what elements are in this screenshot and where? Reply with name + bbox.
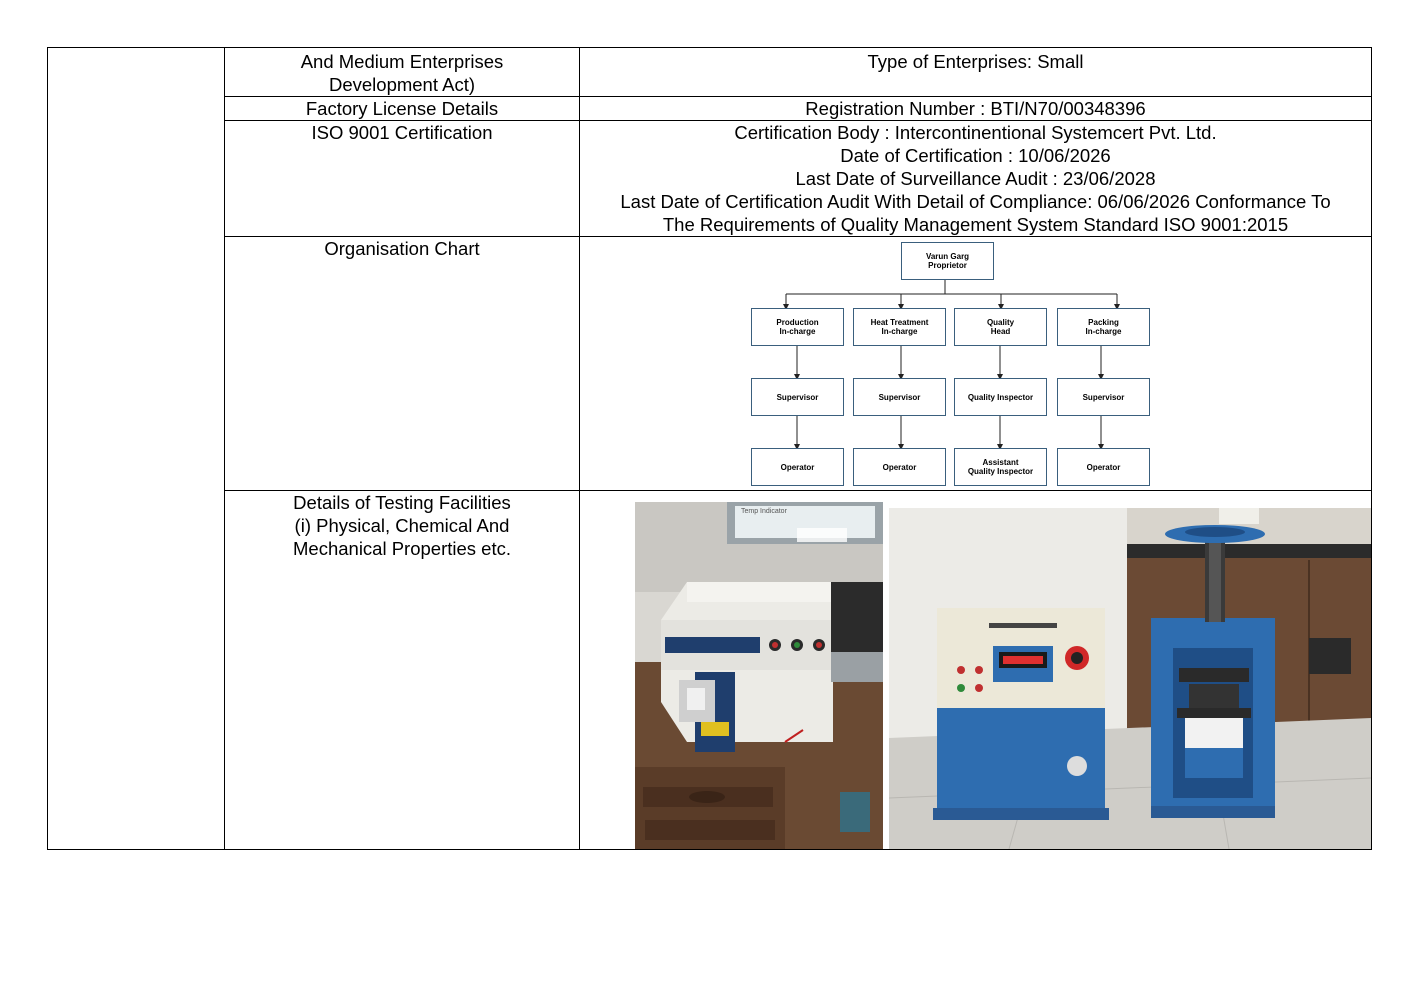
org-box-text: Varun Garg <box>925 252 970 261</box>
org-box-text: Heat Treatment <box>870 318 929 327</box>
compression-testing-machine-photo <box>889 508 1371 849</box>
iso-line-5: The Requirements of Quality Management System Standard ISO 9001:2015 <box>662 214 1289 235</box>
iso-line-3: Last Date of Surveillance Audit : 23/06/2028 <box>795 168 1156 189</box>
row-iso <box>48 121 1372 237</box>
msme-label-line2: Development Act) <box>328 74 475 95</box>
org-box-assistant-quality-inspector <box>954 448 1047 486</box>
factory-value-cell <box>580 97 1372 121</box>
document-table <box>47 47 1372 850</box>
factory-value: Registration Number : BTI/N70/00348396 <box>805 98 1146 119</box>
row-org-chart <box>48 237 1372 491</box>
org-box-text: Operator <box>1086 462 1121 472</box>
iso-line-1: Certification Body : Intercontinentional Systemcert Pvt. Ltd. <box>734 122 1217 143</box>
msme-label-line1: And Medium Enterprises <box>300 51 504 72</box>
org-box-operator-2 <box>853 448 946 486</box>
blank-column-cell <box>48 48 225 850</box>
org-box-text: Proprietor <box>928 261 967 270</box>
testing-label-line3: Mechanical Properties etc. <box>293 538 511 559</box>
org-box-text: Packing <box>1088 318 1119 327</box>
iso-line-4: Last Date of Certification Audit With Detail of Compliance: 06/06/2026 Conformance To <box>620 191 1331 212</box>
testing-photos-cell <box>580 491 1372 850</box>
msme-value-cell <box>580 48 1372 97</box>
temp-indicator-label: Temp Indicator <box>741 508 787 515</box>
row-testing-facilities <box>48 491 1372 850</box>
testing-label-cell <box>225 491 580 850</box>
testing-photos <box>580 491 1372 849</box>
org-label-cell <box>225 237 580 491</box>
iso-value-cell <box>580 121 1372 237</box>
org-box-production-incharge <box>751 308 844 346</box>
testing-label-line2: (i) Physical, Chemical And <box>294 515 510 536</box>
org-box-text: Supervisor <box>878 392 921 402</box>
factory-label-cell <box>225 97 580 121</box>
org-box-operator-4 <box>1057 448 1150 486</box>
org-box-packing-incharge <box>1057 308 1150 346</box>
org-box-text: Head <box>990 327 1011 336</box>
org-box-text: Quality Inspector <box>967 467 1034 476</box>
org-box-supervisor-1 <box>751 378 844 416</box>
org-label: Organisation Chart <box>324 238 480 259</box>
spectrometer-photo <box>635 502 883 849</box>
org-box-proprietor <box>901 242 994 280</box>
iso-line-2: Date of Certification : 10/06/2026 <box>840 145 1111 166</box>
org-box-text: Operator <box>780 462 815 472</box>
row-msme <box>48 48 1372 97</box>
org-box-supervisor-2 <box>853 378 946 416</box>
org-box-text: In-charge <box>881 327 918 336</box>
msme-label-cell <box>225 48 580 97</box>
org-box-text: Supervisor <box>1082 392 1125 402</box>
msme-value: Type of Enterprises: Small <box>867 51 1084 72</box>
iso-label-cell <box>225 121 580 237</box>
org-box-text: In-charge <box>779 327 816 336</box>
org-box-text: Operator <box>882 462 917 472</box>
org-box-heat-treatment-incharge <box>853 308 946 346</box>
row-factory-license <box>48 97 1372 121</box>
org-box-text: Production <box>776 318 819 327</box>
org-box-operator-1 <box>751 448 844 486</box>
org-box-text: Quality <box>986 318 1015 327</box>
org-box-text: Quality Inspector <box>967 392 1034 402</box>
org-box-text: Assistant <box>982 458 1019 467</box>
iso-label: ISO 9001 Certification <box>311 122 493 143</box>
org-box-text: Supervisor <box>776 392 819 402</box>
org-chart-cell <box>580 237 1372 491</box>
org-chart <box>580 237 1372 490</box>
org-box-supervisor-4 <box>1057 378 1150 416</box>
org-box-quality-inspector <box>954 378 1047 416</box>
org-box-quality-head <box>954 308 1047 346</box>
testing-label-line1: Details of Testing Facilities <box>293 492 511 513</box>
org-box-text: In-charge <box>1085 327 1122 336</box>
factory-label: Factory License Details <box>305 98 499 119</box>
